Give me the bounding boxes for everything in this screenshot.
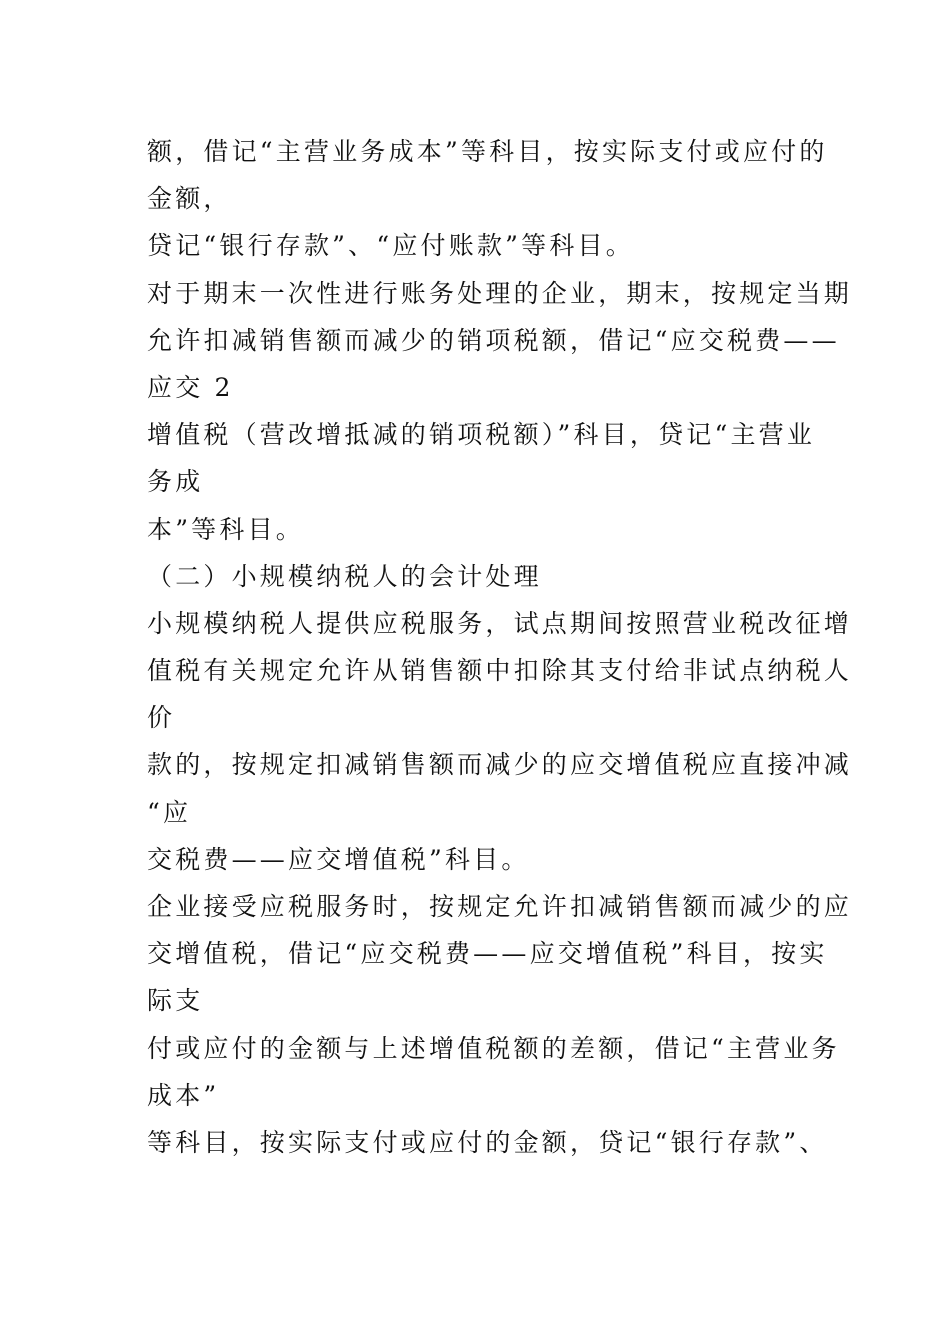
section-heading: （二）小规模纳税人的会计处理 (147, 561, 542, 591)
text-line: 等科目，按实际支付或应付的金额，贷记“银行存款”、 (147, 1127, 828, 1157)
text-line: 小规模纳税人提供应税服务，试点期间按照营业税改征增 (147, 608, 853, 638)
text-line: 交税费——应交增值税”科目。 (147, 844, 530, 874)
text-line: 务成 (147, 467, 204, 497)
text-line: 额，借记“主营业务成本”等科目，按实际支付或应付的 (147, 137, 828, 166)
text-line: 贷记“银行存款”、“应付账款”等科目。 (147, 231, 634, 261)
text-line: 应交 2 (147, 372, 234, 402)
text-line: 款的，按规定扣减销售额而减少的应交增值税应直接冲减 (147, 750, 853, 780)
text-line: 金额， (147, 184, 232, 214)
text-line: 值税有关规定允许从销售额中扣除其支付给非试点纳税人 (147, 656, 853, 686)
body-text (147, 128, 853, 1166)
text-line: 企业接受应税服务时，按规定允许扣减销售额而减少的应 (147, 892, 853, 921)
text-line: 允许扣减销售额而减少的销项税额，借记“应交税费—— (147, 325, 840, 355)
text-line: 本”等科目。 (147, 514, 304, 544)
text-line: 际支 (147, 986, 204, 1016)
text-line: 付或应付的金额与上述增值税额的差额，借记“主营业务 (147, 1033, 840, 1063)
text-line: 对于期末一次性进行账务处理的企业，期末，按规定当期 (147, 278, 853, 308)
text-line: 交增值税，借记“应交税费——应交增值税”科目，按实 (147, 939, 828, 969)
text-line: 价 (147, 703, 176, 733)
text-line: 增值税（营改增抵减的销项税额）”科目，贷记“主营业 (147, 420, 816, 450)
text-line: “应 (147, 797, 192, 827)
text-line: 成本” (147, 1080, 220, 1110)
